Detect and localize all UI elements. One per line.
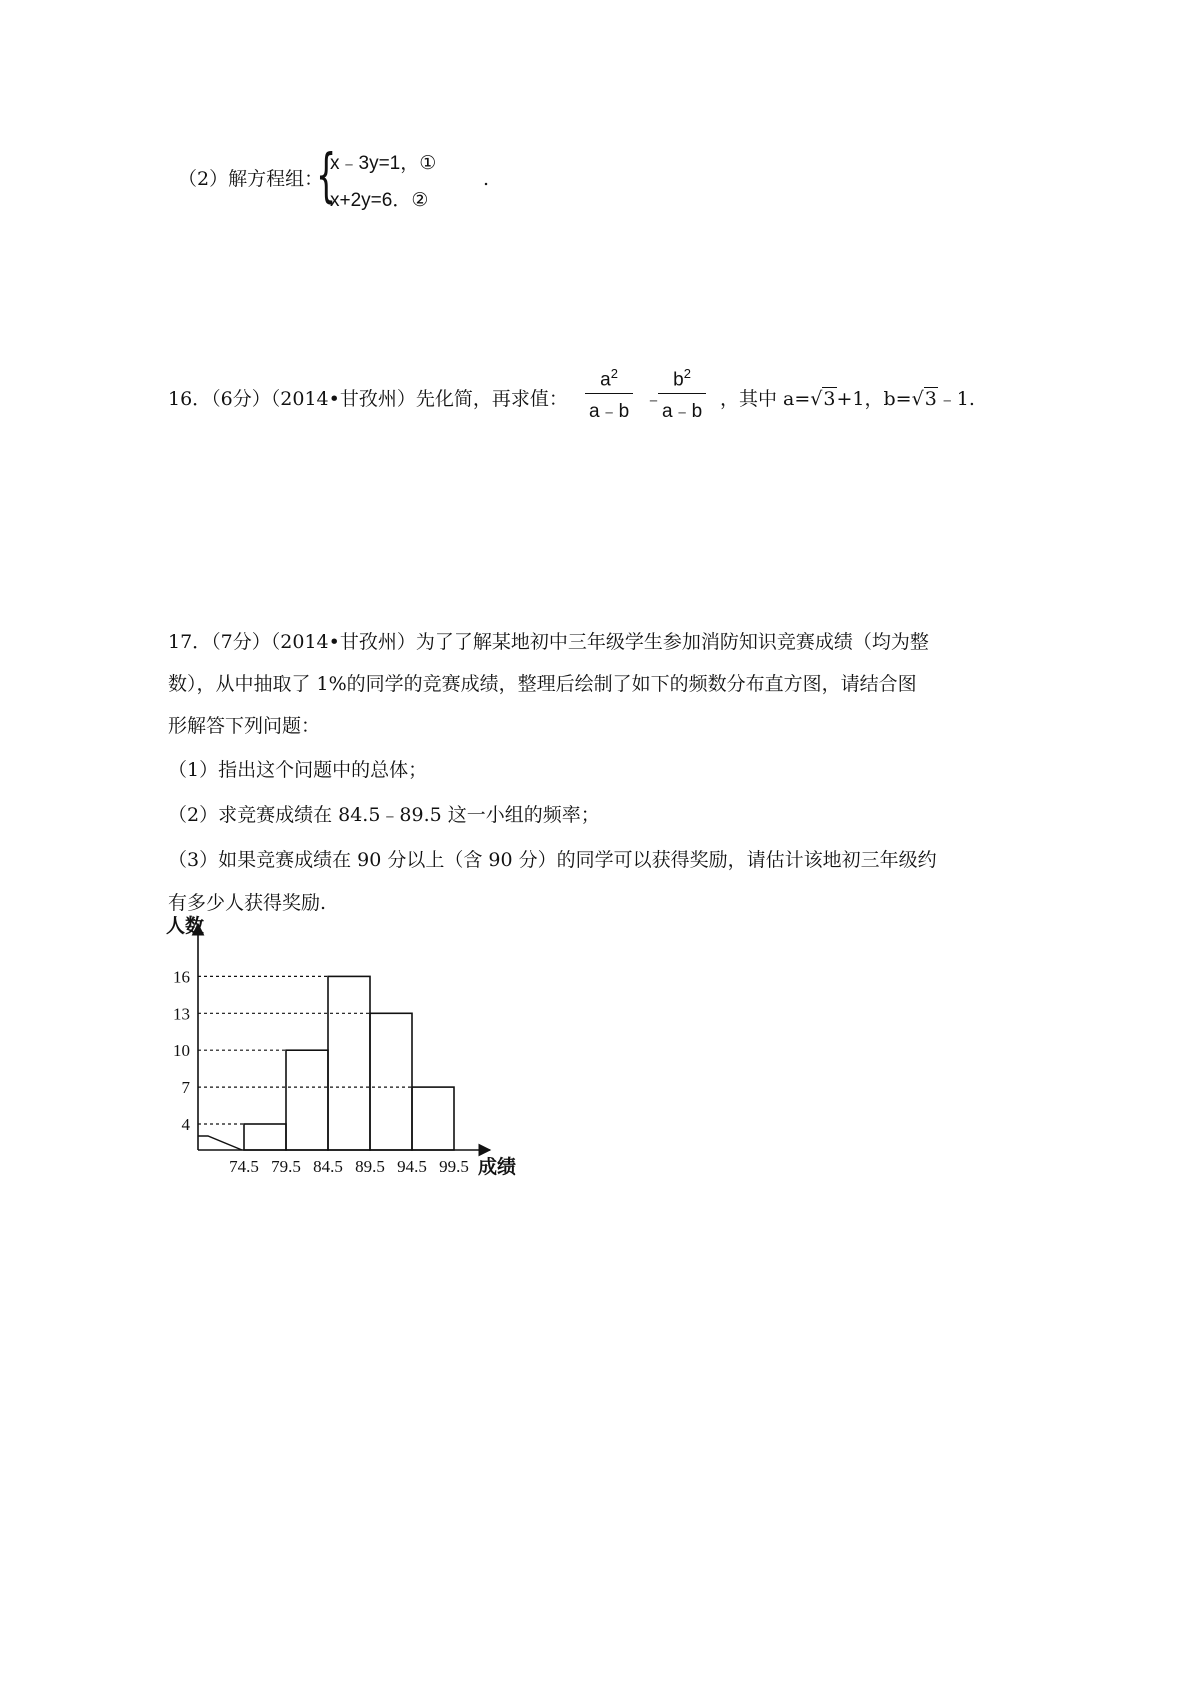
x-tick-label: 94.5 — [397, 1157, 427, 1176]
equation-2: x+2y=6．② — [330, 190, 429, 211]
y-tick-label: 4 — [181, 1115, 190, 1134]
q17-line-5: （2）求竞赛成绩在 84.5﹣89.5 这一小组的频率； — [168, 804, 600, 826]
histogram-bar — [370, 1013, 412, 1150]
histogram-bar — [328, 976, 370, 1150]
q17-line-2: 数），从中抽取了 1%的同学的竞赛成绩，整理后绘制了如下的频数分布直方图，请结合图 — [168, 673, 917, 695]
q17-line-3: 形解答下列问题： — [168, 715, 321, 737]
axis-break — [198, 1136, 242, 1150]
y-tick-label: 10 — [173, 1041, 190, 1061]
fraction-b2 — [658, 366, 706, 423]
histogram-bar — [244, 1124, 286, 1150]
q17-line-7: 有多少人获得奖励. — [168, 892, 327, 914]
equation-1: x﹣3y=1，① — [330, 153, 437, 174]
x-tick-label: 89.5 — [355, 1157, 385, 1176]
frac1-exponent: 2 — [610, 366, 618, 381]
x-tick-label: 74.5 — [229, 1157, 259, 1176]
frac1-numerator: a — [600, 369, 611, 391]
equation-brace: { — [316, 141, 337, 209]
histogram-bar — [412, 1087, 454, 1150]
y-axis-title: 人数 — [166, 916, 205, 937]
q15-part2-label: （2）解方程组： — [178, 168, 324, 190]
frac2-exponent: 2 — [683, 366, 691, 381]
q16-suffix-b: +1，b= — [836, 388, 912, 410]
x-tick-label: 99.5 — [439, 1157, 469, 1176]
x-tick-label: 84.5 — [313, 1157, 343, 1176]
sqrt-a-value: 3 — [823, 388, 836, 410]
minus-sign: ﹣ — [644, 389, 664, 410]
q16-suffix-end: ﹣1. — [937, 388, 975, 410]
y-tick-label: 7 — [181, 1078, 190, 1098]
histogram-bar — [286, 1050, 328, 1150]
sqrt-symbol: √ — [810, 388, 823, 410]
q17-line-1: 17．（7分）（2014•甘孜州）为了了解某地初中三年级学生参加消防知识竞赛成绩（均为整 — [168, 631, 929, 653]
q16-values — [720, 384, 975, 411]
frac1-denominator: a﹣b — [589, 401, 630, 423]
y-tick-label: 13 — [173, 1004, 190, 1024]
sqrt-symbol: √ — [911, 388, 924, 410]
frac2-numerator: b — [673, 369, 684, 391]
sqrt-b-value: 3 — [924, 388, 937, 410]
q17-line-6: （3）如果竞赛成绩在 90 分以上（含 90 分）的同学可以获得奖励，请估计该地初三年级约 — [168, 849, 937, 871]
q16-suffix-a: ，其中 a= — [720, 388, 811, 410]
fraction-a2 — [585, 366, 633, 423]
x-tick-label: 79.5 — [271, 1157, 301, 1176]
y-tick-label: 16 — [173, 967, 190, 987]
q17-line-4: （1）指出这个问题中的总体； — [168, 759, 428, 781]
histogram-chart — [160, 910, 580, 1190]
frac2-denominator: a﹣b — [662, 401, 703, 423]
x-axis-title: 成绩 — [478, 1157, 517, 1178]
equation-period: . — [483, 168, 490, 190]
q16-prefix: 16．（6分）（2014•甘孜州）先化简，再求值： — [168, 388, 568, 410]
